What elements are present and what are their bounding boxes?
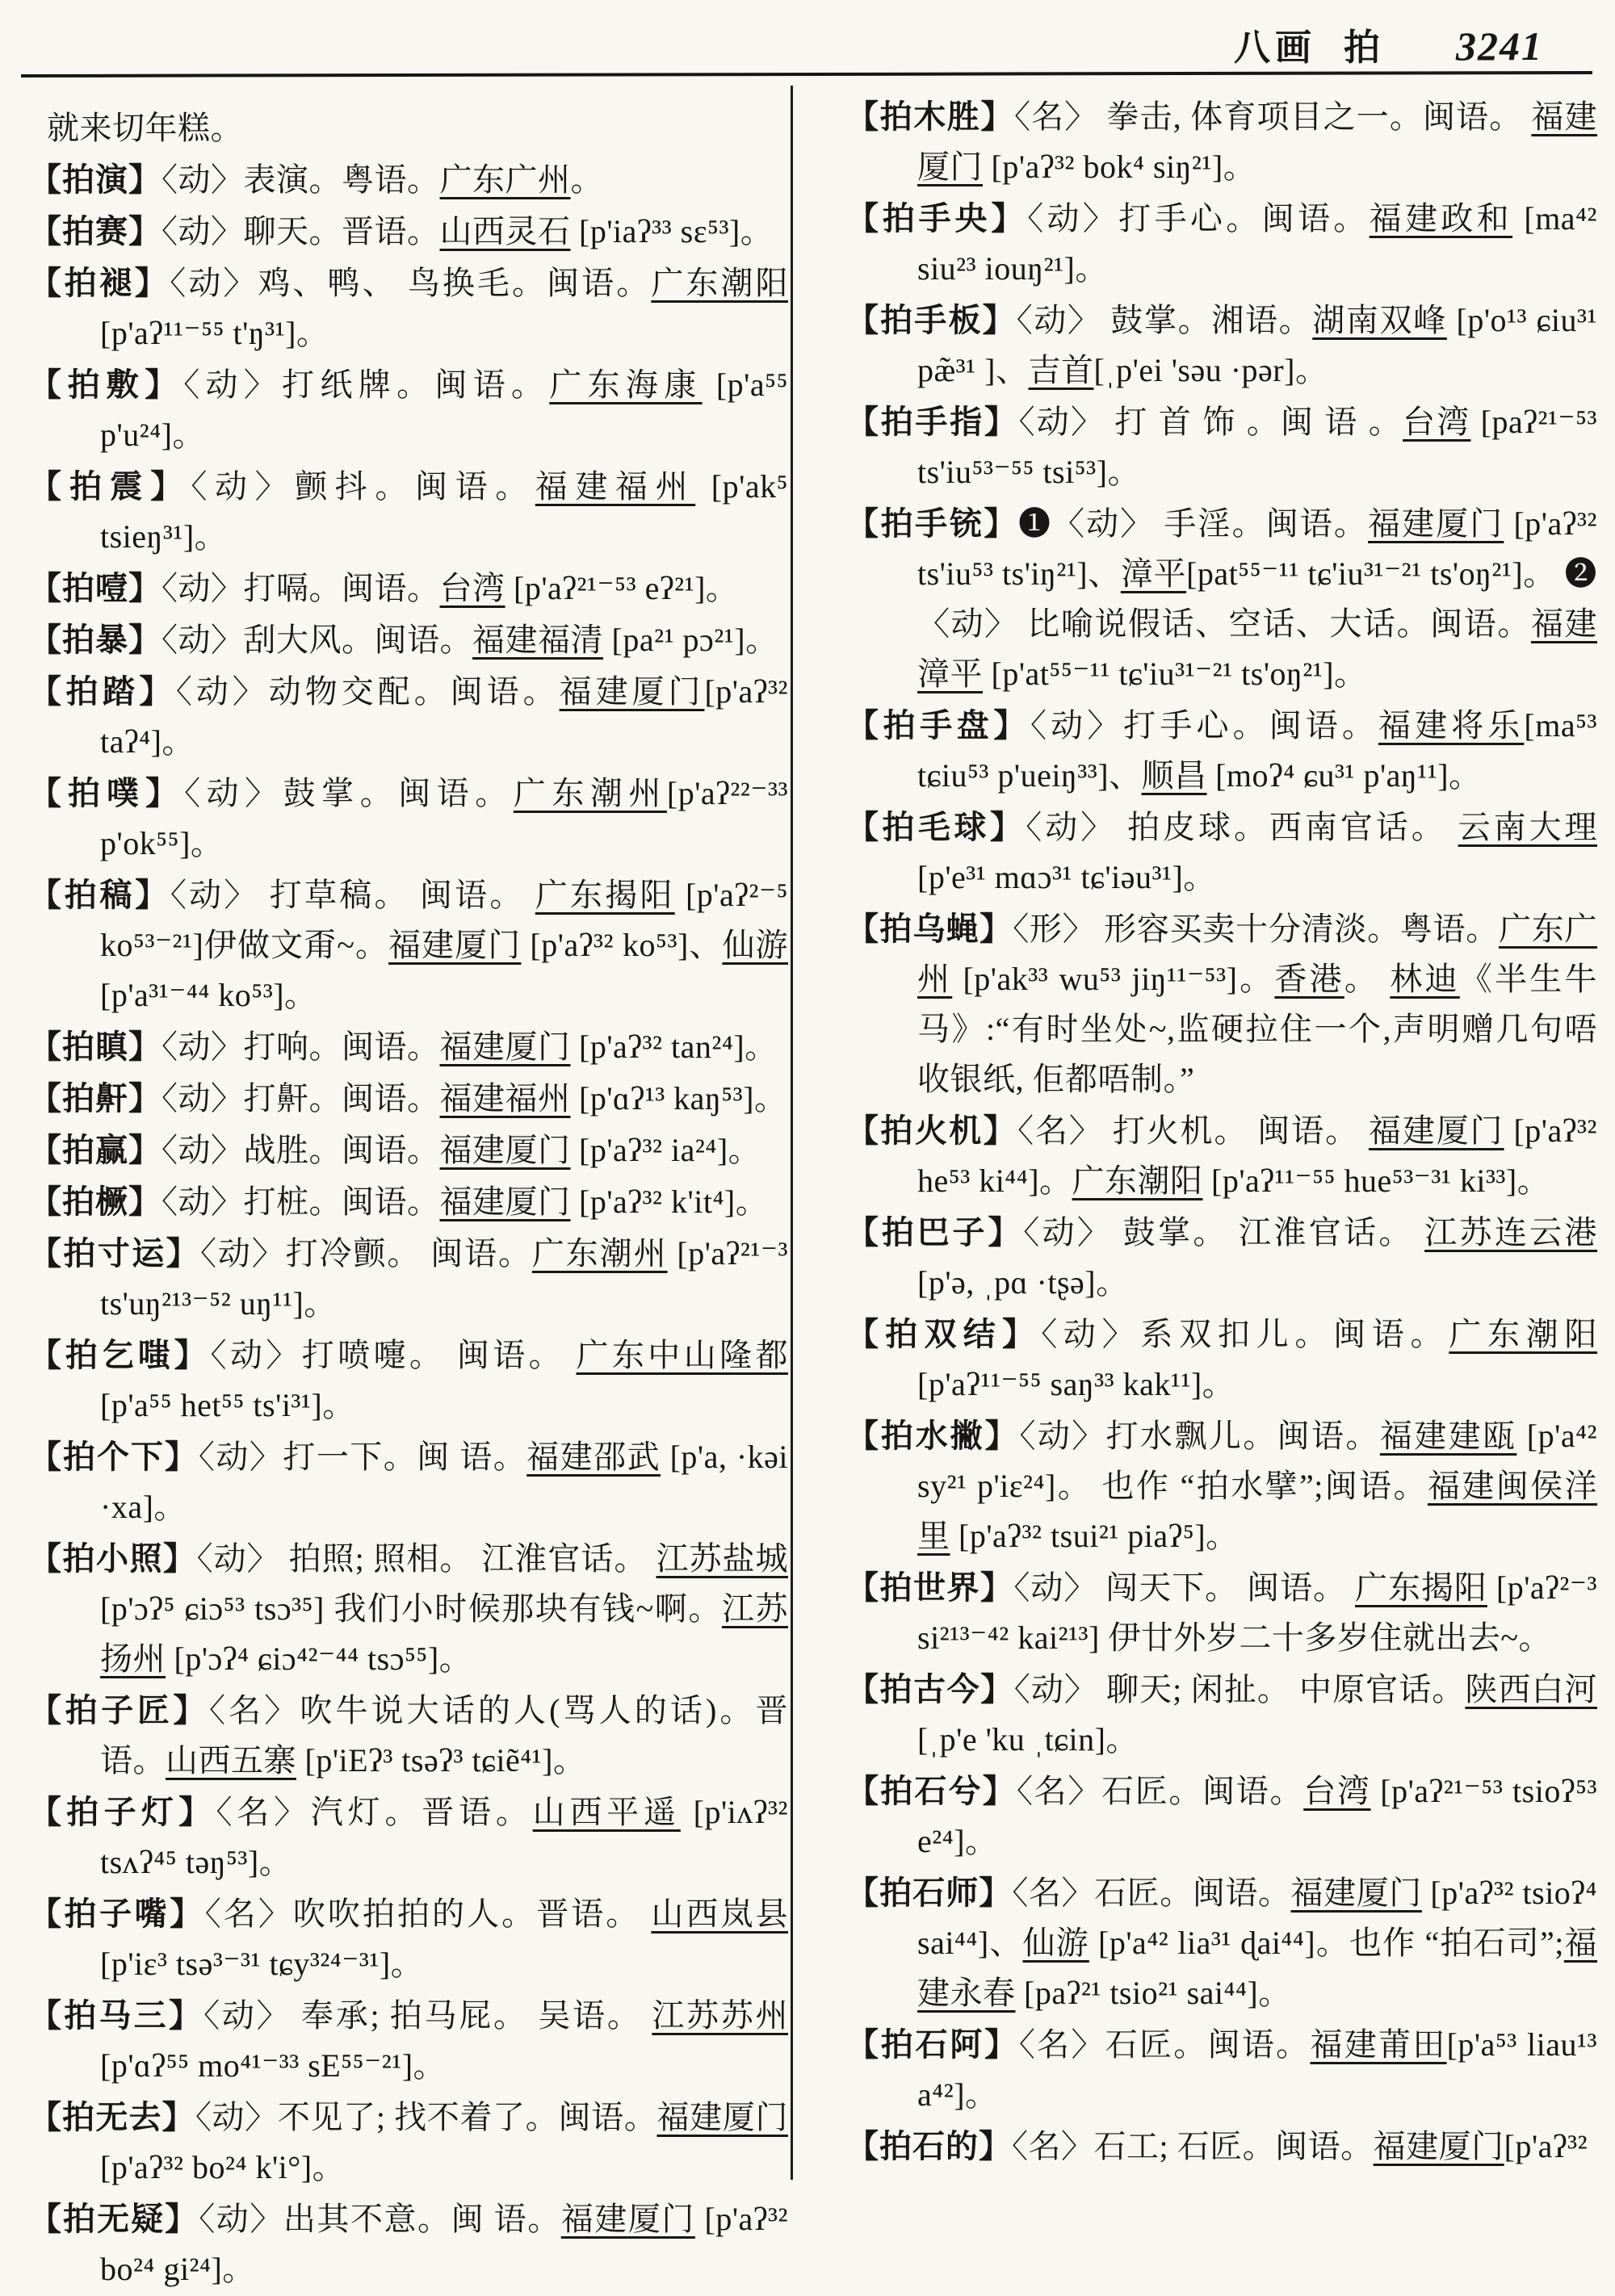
entry-headword: 【拍无去】 xyxy=(29,2099,195,2135)
dict-entry xyxy=(846,499,1597,699)
entry-headword: 【拍噗】 xyxy=(29,775,185,811)
entry-text: [ma⁴² siu²³ iouŋ²¹]。 xyxy=(917,200,1597,287)
entry-text: 〈动〉聊天。晋语。 xyxy=(162,213,440,249)
entry-text: [p'aʔ³² xyxy=(1504,2128,1588,2164)
entry-text: 〈动〉 打 首 饰 。闽 语 。 xyxy=(1018,404,1403,440)
entry-headword: 【拍手铳】 xyxy=(846,505,1018,542)
place-name: 福建厦门 xyxy=(439,1132,571,1168)
dict-entry xyxy=(846,194,1597,294)
place-name: 仙游 xyxy=(1022,1925,1089,1961)
place-name: 福建厦门 xyxy=(439,1184,571,1220)
dict-entry xyxy=(29,462,788,562)
entry-text: [p'aʔ³² tan²⁴]。 xyxy=(570,1029,778,1065)
dict-entry xyxy=(846,1766,1597,1867)
place-name: 福建建瓯 xyxy=(1379,1418,1517,1454)
place-name: 江苏扬州 xyxy=(100,1590,789,1677)
dict-entry xyxy=(29,870,788,1020)
entry-text: [p'ak³³ wu⁵³ jiŋ¹¹⁻⁵³]。 xyxy=(952,961,1275,997)
dict-entry xyxy=(846,1665,1597,1765)
entry-headword: 【拍子灯】 xyxy=(29,1794,216,1830)
entry-text: ❶〈动〉 手淫。闽语。 xyxy=(1017,505,1368,542)
place-name: 福建邵武 xyxy=(526,1439,661,1475)
entry-text: 〈动〉 鼓掌。 江淮官话。 xyxy=(1023,1214,1425,1251)
entry-headword: 【拍火机】 xyxy=(846,1112,1018,1149)
entry-headword: 【拍石兮】 xyxy=(846,1773,1017,1809)
entry-text: [p'a³¹⁻⁴⁴ ko⁵³]。 xyxy=(100,977,317,1013)
place-name: 福建厦门 xyxy=(1368,505,1504,542)
entry-text: [paʔ²¹ tsio²¹ sai⁴⁴]。 xyxy=(1015,1975,1291,2011)
entry-text: [p'aʔ³² bo²⁴ k'i°]。 xyxy=(100,2149,346,2185)
entry-text: [p'ɔʔ⁴ ɕiɔ⁴²⁻⁴⁴ tsɔ⁵⁵]。 xyxy=(166,1640,472,1677)
entry-headword: 【拍敷】 xyxy=(29,367,184,403)
place-name: 福建厦门 xyxy=(1368,1112,1504,1149)
entry-headword: 【拍水撇】 xyxy=(846,1418,1020,1454)
place-name: 福建漳平 xyxy=(917,605,1598,692)
dict-entry xyxy=(29,1991,788,2091)
entry-text: [p'aʔ²⁻³ si²¹³⁻⁴² kai²¹³] 伊廿外岁二十多岁住就出去~。 xyxy=(917,1569,1598,1656)
place-name: 福建政和 xyxy=(1369,200,1513,237)
entry-text: 〈名〉 拳击, 体育项目之一。闽语。 xyxy=(1014,98,1532,135)
place-name: 广东潮阳 xyxy=(651,265,789,301)
entry-text: 〈名〉石工; 石匠。闽语。 xyxy=(1012,2128,1374,2164)
place-name: 福建福州 xyxy=(439,1080,571,1117)
place-name: 云南大理 xyxy=(1458,809,1598,845)
entry-text: 〈动〉 拍照; 照相。 江淮官话。 xyxy=(196,1540,656,1577)
dict-entry xyxy=(29,207,788,257)
entry-text: [p'aʔ³² he⁵³ ki⁴⁴]。 xyxy=(917,1112,1598,1199)
dict-entry xyxy=(29,1022,788,1072)
dict-entry xyxy=(29,1787,788,1887)
place-name: 台湾 xyxy=(1303,1773,1371,1809)
dict-entry xyxy=(29,2194,788,2294)
place-name: 福建厦门 xyxy=(439,1029,571,1065)
entry-text: [p'o¹³ ɕiu³¹ pæ̃³¹ ]、 xyxy=(917,302,1598,388)
entry-headword: 【拍木胜】 xyxy=(846,98,1015,135)
entry-text: 〈动〉 鼓掌。湘语。 xyxy=(1016,302,1313,338)
place-name: 福建厦门 xyxy=(559,673,705,710)
place-name: 山西岚县 xyxy=(651,1896,789,1932)
dict-entry xyxy=(846,1309,1597,1410)
entry-text: 〈形〉 形容买卖十分清淡。粤语。 xyxy=(1013,911,1500,947)
entry-text: 〈动〉 打草稿。 闽语。 xyxy=(170,877,535,913)
dict-entry xyxy=(29,564,788,614)
entry-text: 〈动〉刮大风。闽语。 xyxy=(162,622,472,658)
entry-text: [p'a⁵⁵ het⁵⁵ ts'i³¹]。 xyxy=(100,1387,355,1423)
entry-text: [p'aʔ¹¹⁻⁵⁵ hue⁵³⁻³¹ ki³³]。 xyxy=(1202,1163,1550,1199)
entry-text: 〈动〉打纸牌。闽语。 xyxy=(183,367,550,403)
place-name: 广东广州 xyxy=(917,911,1598,997)
dict-entry xyxy=(29,769,788,869)
entry-headword: 【拍毛球】 xyxy=(846,809,1026,845)
entry-text: 。 xyxy=(570,161,603,198)
place-name: 福建福州 xyxy=(535,468,696,505)
entry-text: 〈动〉打桩。闽语。 xyxy=(162,1184,440,1220)
entry-text: 〈动〉表演。粤语。 xyxy=(162,161,440,198)
entry-headword: 【拍子嘴】 xyxy=(29,1896,205,1932)
entry-text: 〈名〉石匠。闽语。 xyxy=(1012,1875,1291,1911)
entry-text: [ˌp'ei 'səu ·pər]。 xyxy=(1093,352,1328,388)
entry-headword: 【拍马三】 xyxy=(29,1997,204,2034)
place-name: 广东潮阳 xyxy=(1072,1163,1203,1199)
dict-entry xyxy=(29,1686,788,1786)
entry-text: 〈动〉动物交配。闽语。 xyxy=(175,673,560,710)
dict-entry xyxy=(29,1125,788,1175)
entry-text: [p'aʔ³² ia²⁴]。 xyxy=(570,1132,761,1168)
header-rule xyxy=(21,71,1592,78)
entry-text: [p'ɔʔ⁵ ɕiɔ⁵³ tsɔ³⁵] 我们小时候那块有钱~啊。 xyxy=(100,1590,722,1627)
entry-text: [p'ak⁵ tsieŋ³¹]。 xyxy=(100,468,789,555)
entry-text: [p'a⁴² sy²¹ p'iɛ²⁴]。 也作 “拍水擘”;闽语。 xyxy=(917,1418,1598,1504)
place-name: 台湾 xyxy=(439,570,505,606)
entry-text: [p'aʔ³² tsioʔ⁴ sai⁴⁴]、 xyxy=(917,1875,1598,1961)
entry-text: [p'at⁵⁵⁻¹¹ tɕ'iu³¹⁻²¹ ts'oŋ²¹]。 xyxy=(983,656,1367,692)
entry-text: [p'aʔ²¹⁻³ ts'uŋ²¹³⁻⁵² uŋ¹¹]。 xyxy=(100,1235,789,1322)
column-divider xyxy=(791,86,793,2180)
entry-text: 〈动〉鸡、鸭、 鸟换毛。闽语。 xyxy=(170,265,652,301)
entry-text: [paʔ²¹⁻⁵³ ts'iu⁵³⁻⁵⁵ tsi⁵³]。 xyxy=(917,404,1598,490)
place-name: 福建永春 xyxy=(917,1925,1598,2011)
entry-text: 〈名〉石匠。闽语。 xyxy=(1016,1773,1304,1809)
dict-entry xyxy=(29,258,788,358)
place-name: 福建厦门 xyxy=(560,2201,695,2237)
entry-headword: 【拍赛】 xyxy=(29,213,162,249)
place-name: 广东揭阳 xyxy=(535,877,675,913)
entry-headword: 【拍世界】 xyxy=(846,1569,1014,1606)
entry-text: [p'aʔ³² ts'iu⁵³ ts'iŋ²¹]、 xyxy=(917,505,1597,592)
dict-entry xyxy=(846,397,1597,497)
entry-text: 〈动〉打喷嚏。 闽语。 xyxy=(210,1337,577,1373)
entry-text: 〈名〉吹牛说大话的人(骂人的话)。晋语。 xyxy=(100,1692,789,1779)
entry-text: 〈动〉打响。闽语。 xyxy=(162,1029,440,1065)
entry-text: [p'aʔ³² bok⁴ siŋ²¹]。 xyxy=(983,149,1256,185)
entry-text: 〈动〉 聊天; 闲扯。 中原官话。 xyxy=(1013,1671,1466,1707)
entry-text: [ma⁵³ tɕiu⁵³ p'ueiŋ³³]、 xyxy=(917,707,1598,794)
dict-entry xyxy=(29,1074,788,1124)
place-name: 山西灵石 xyxy=(439,213,571,249)
entry-headword: 【拍无疑】 xyxy=(29,2201,199,2237)
dict-entry xyxy=(846,1411,1597,1561)
entry-text: [p'aʔ²²⁻³³ p'ok⁵⁵]。 xyxy=(100,775,789,861)
entry-text: [p'iɛ³ tsə³⁻³¹ tɕy³²⁴⁻³¹]。 xyxy=(100,1946,424,1982)
left-column xyxy=(29,103,788,2296)
entry-text: 〈动〉颤抖。闽语。 xyxy=(191,468,535,505)
place-name: 福建闽侯洋里 xyxy=(917,1468,1598,1554)
entry-text: 〈名〉 打火机。 闽语。 xyxy=(1017,1112,1369,1149)
place-name: 陕西白河 xyxy=(1465,1671,1598,1707)
entry-text: [p'a⁵⁵ p'u²⁴]。 xyxy=(100,367,789,453)
dict-entry xyxy=(846,2122,1597,2172)
entry-text: 〈动〉打冷颤。 闽语。 xyxy=(200,1235,532,1272)
entry-text: [p'ɑʔ⁵⁵ mo⁴¹⁻³³ sE⁵⁵⁻²¹]。 xyxy=(100,2047,447,2084)
dict-entry xyxy=(29,1534,788,1684)
entry-headword: 【拍鼾】 xyxy=(29,1080,162,1117)
place-name: 江苏盐城 xyxy=(656,1540,788,1577)
entry-text: 〈动〉打一下。闽 语。 xyxy=(198,1439,527,1475)
entry-headword: 【拍手盘】 xyxy=(846,707,1030,744)
dict-entry xyxy=(846,2020,1597,2120)
page-number: 3241 xyxy=(1456,23,1544,69)
entry-text: [p'aʔ²⁻⁵ ko⁵³⁻²¹]伊做文甭~。 xyxy=(100,877,789,963)
entry-headword: 【拍石师】 xyxy=(846,1875,1013,1911)
entry-headword: 【拍子匠】 xyxy=(29,1692,210,1728)
place-name: 福建福清 xyxy=(472,622,603,658)
entry-text: [p'iEʔ³ tsəʔ³ tɕiẽ⁴¹]。 xyxy=(296,1742,586,1779)
place-name: 漳平 xyxy=(1120,555,1187,592)
place-name: 吉首 xyxy=(1028,352,1094,388)
entry-text: 。 xyxy=(1344,961,1391,997)
place-name: 广东揭阳 xyxy=(1355,1569,1487,1606)
place-name: 福建厦门 xyxy=(917,98,1598,185)
entry-text: 就来切年糕。 xyxy=(47,110,243,146)
entry-text: [p'aʔ³² taʔ⁴]。 xyxy=(100,673,789,760)
dict-entry xyxy=(846,1563,1597,1663)
entry-continuation xyxy=(29,103,788,153)
entry-text: [ˌp'e 'ku ˌtɕin]。 xyxy=(917,1721,1139,1758)
entry-headword: 【拍寸运】 xyxy=(29,1235,200,1272)
entry-headword: 【拍手指】 xyxy=(846,404,1019,440)
entry-text: 〈名〉汽灯。晋语。 xyxy=(216,1794,533,1830)
place-name: 福建厦门 xyxy=(656,2099,788,2135)
dict-entry xyxy=(846,295,1597,396)
place-name: 台湾 xyxy=(1403,404,1471,440)
entry-headword: 【拍橛】 xyxy=(29,1184,162,1220)
place-name: 香港 xyxy=(1274,961,1344,997)
place-name: 广东海康 xyxy=(549,367,703,403)
place-name: 福建莆田 xyxy=(1310,2026,1447,2063)
place-name: 林迪 xyxy=(1390,961,1460,997)
entry-headword: 【拍演】 xyxy=(29,161,162,198)
dict-entry xyxy=(29,1432,788,1532)
entry-text: [p'aʔ¹¹⁻⁵⁵ t'ŋ³¹]。 xyxy=(100,315,329,351)
entry-headword: 【拍暴】 xyxy=(29,622,162,658)
entry-headword: 【拍褪】 xyxy=(29,265,170,301)
place-name: 福建将乐 xyxy=(1378,707,1525,744)
place-name: 广东广州 xyxy=(439,161,571,198)
head-character: 拍 xyxy=(1344,27,1386,68)
entry-text: [p'ə, ˌpɑ ·tʂə]。 xyxy=(917,1264,1129,1301)
dict-entry xyxy=(846,1106,1597,1206)
entry-headword: 【拍瞋】 xyxy=(29,1029,162,1065)
entry-headword: 【拍乌蝇】 xyxy=(846,911,1013,947)
entry-text: 〈动〉出其不意。闽 语。 xyxy=(199,2201,561,2237)
entry-headword: 【拍稿】 xyxy=(29,877,170,913)
entry-text: 〈动〉 拍皮球。西南官话。 xyxy=(1026,809,1458,845)
entry-text: [pa²¹ pɔ²¹]。 xyxy=(603,622,778,658)
dict-entry xyxy=(846,904,1597,1104)
entry-text: [p'aʔ²¹⁻⁵³ tsioʔ⁵³ e²⁴]。 xyxy=(917,1773,1598,1859)
entry-text: 〈动〉打水飘儿。闽语。 xyxy=(1019,1418,1380,1454)
dict-entry xyxy=(29,615,788,665)
dict-entry xyxy=(29,360,788,460)
entry-text: [moʔ⁴ ɕu³¹ p'aŋ¹¹]。 xyxy=(1206,757,1482,794)
page-header xyxy=(1234,18,1543,70)
entry-headword: 【拍乞嗤】 xyxy=(29,1337,211,1373)
entry-text: [p'aʔ³² ko⁵³]、 xyxy=(521,927,723,963)
entry-text: [p'a⁴² lia³¹ ɖai⁴⁴]。也作 “拍石司”; xyxy=(1089,1925,1564,1961)
entry-text: 〈动〉打嗝。闽语。 xyxy=(162,570,440,606)
right-column xyxy=(846,92,1597,2173)
entry-headword: 【拍古今】 xyxy=(846,1671,1014,1707)
dict-entry xyxy=(846,92,1597,192)
dict-entry xyxy=(29,667,788,767)
place-name: 福建厦门 xyxy=(1290,1875,1422,1911)
dict-entry xyxy=(846,1868,1597,2018)
place-name: 广东潮阳 xyxy=(1449,1316,1598,1352)
place-name: 山西五寨 xyxy=(166,1742,296,1779)
entry-text: [p'e³¹ mɑɔ³¹ tɕ'iəu³¹]。 xyxy=(917,859,1216,895)
entry-text: 《半生牛 马》:“有时坐处~,监硬拉住一个,声明赠几句唔收银纸, 佢都唔制。” xyxy=(917,961,1598,1097)
entry-headword: 【拍手板】 xyxy=(846,302,1017,338)
entry-headword: 【拍手央】 xyxy=(846,200,1028,237)
entry-text: [p'aʔ³² tsui²¹ piaʔ⁵]。 xyxy=(950,1518,1239,1554)
place-name: 福建厦门 xyxy=(388,927,522,963)
entry-text: 〈动〉 闯天下。 闽语。 xyxy=(1013,1569,1356,1606)
dict-entry xyxy=(29,2093,788,2193)
entry-text: [p'a, ·kəi ·xa]。 xyxy=(100,1439,789,1525)
place-name: 江苏连云港 xyxy=(1424,1214,1598,1251)
entry-text: 〈动〉 奉承; 拍马屁。 吴语。 xyxy=(203,1997,652,2034)
entry-headword: 【拍双结】 xyxy=(846,1316,1042,1352)
entry-headword: 【拍石阿】 xyxy=(846,2026,1019,2063)
dict-entry xyxy=(29,155,788,205)
entry-text: [p'iaʔ³³ sɛ⁵³]。 xyxy=(570,213,774,249)
entry-headword: 【拍踏】 xyxy=(29,673,176,710)
entry-text: 〈动〉打手心。闽语。 xyxy=(1027,200,1370,237)
entry-text: 〈动〉系双扣儿。闽语。 xyxy=(1041,1316,1449,1352)
place-name: 山西平遥 xyxy=(532,1794,681,1830)
entry-text: 〈动〉战胜。闽语。 xyxy=(162,1132,440,1168)
entry-headword: 【拍噎】 xyxy=(29,570,162,606)
entry-text: 〈动〉打手心。闽语。 xyxy=(1030,707,1378,744)
dict-entry xyxy=(29,1330,788,1431)
entry-text: 〈动〉不见了; 找不着了。闽语。 xyxy=(195,2099,657,2135)
entry-headword: 【拍个下】 xyxy=(29,1439,199,1475)
entry-text: 〈名〉吹吹拍拍的人。晋语。 xyxy=(204,1896,652,1932)
place-name: 湖南双峰 xyxy=(1312,302,1447,338)
entry-text: 〈名〉石匠。闽语。 xyxy=(1018,2026,1311,2063)
dict-entry xyxy=(846,1208,1597,1308)
entry-text: [p'aʔ³² k'it⁴]。 xyxy=(570,1184,769,1220)
entry-headword: 【拍小照】 xyxy=(29,1540,197,1577)
section-label: 八画 xyxy=(1234,27,1317,68)
entry-text: 〈动〉打鼾。闽语。 xyxy=(162,1080,440,1117)
dict-entry xyxy=(29,1889,788,1989)
entry-headword: 【拍震】 xyxy=(29,468,191,505)
dict-entry xyxy=(846,701,1597,801)
dict-entry xyxy=(29,1177,788,1227)
dict-entry xyxy=(29,1229,788,1329)
place-name: 广东中山隆都 xyxy=(576,1337,789,1373)
entry-text: [p'iʌʔ³² tsʌʔ⁴⁵ təŋ⁵³]。 xyxy=(100,1794,789,1880)
entry-headword: 【拍赢】 xyxy=(29,1132,162,1168)
entry-text: [p'ɑʔ¹³ kaŋ⁵³]。 xyxy=(570,1080,787,1117)
place-name: 广东潮州 xyxy=(531,1235,668,1272)
entry-text: [p'aʔ¹¹⁻⁵⁵ saŋ³³ kak¹¹]。 xyxy=(917,1366,1235,1402)
place-name: 江苏苏州 xyxy=(652,1997,788,2034)
entry-text: [p'aʔ³² bo²⁴ gi²⁴]。 xyxy=(100,2201,789,2287)
entry-headword: 【拍巴子】 xyxy=(846,1214,1024,1251)
place-name: 福建厦门 xyxy=(1373,2128,1504,2164)
entry-text: [p'a⁵³ liau¹³ a⁴²]。 xyxy=(917,2026,1598,2113)
place-name: 仙游 xyxy=(722,927,789,963)
entry-text: [pat⁵⁵⁻¹¹ tɕ'iu³¹⁻²¹ ts'oŋ²¹]。 ❷ 〈动〉 比喻说假话、空话、大话。闽语。 xyxy=(917,555,1598,642)
place-name: 顺昌 xyxy=(1141,757,1207,794)
dict-entry xyxy=(846,802,1597,903)
place-name: 广东潮州 xyxy=(513,775,667,811)
entry-headword: 【拍石的】 xyxy=(846,2128,1012,2164)
entry-text: 〈动〉鼓掌。闽语。 xyxy=(184,775,514,811)
entry-text: [p'aʔ²¹⁻⁵³ eʔ²¹]。 xyxy=(505,570,739,606)
